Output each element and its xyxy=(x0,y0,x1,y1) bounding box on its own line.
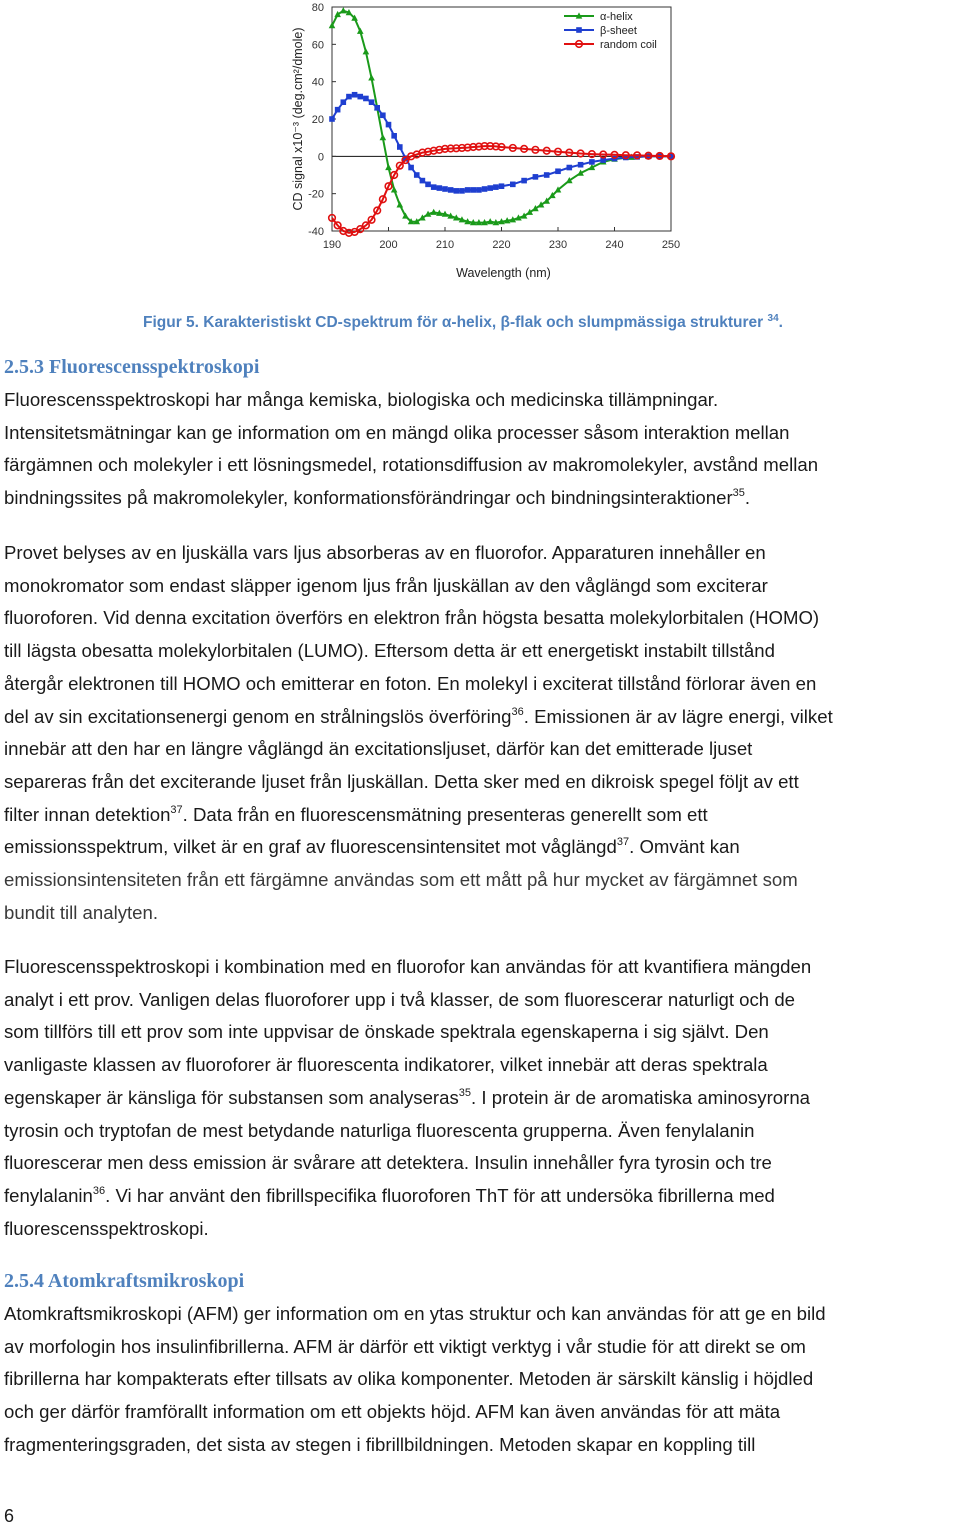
text-line: av morfologin hos insulinfibrillerna. AFM är därför ett viktigt verktyg i vår studie för att direkt se om xyxy=(4,1335,806,1357)
y-tick-label: 40 xyxy=(311,76,324,89)
text-line xyxy=(4,482,960,515)
y-tick-label: 80 xyxy=(311,2,324,14)
text-span: . Omvänt kan xyxy=(629,836,740,858)
text-line: Intensitetsmätningar kan ge information om en mängd olika processer såsom interaktion mellan xyxy=(4,421,790,443)
data-point xyxy=(340,7,347,13)
text-span: . xyxy=(744,487,751,509)
caption-end: . xyxy=(778,314,783,331)
text-span: egenskaper är känsliga för substansen som analyseras xyxy=(4,1086,459,1108)
data-point xyxy=(437,185,443,191)
data-point xyxy=(499,183,505,189)
legend-label: α-helix xyxy=(600,11,633,23)
data-point xyxy=(352,92,358,98)
data-point xyxy=(363,48,370,54)
text-line xyxy=(4,831,960,864)
data-point xyxy=(425,182,431,188)
data-point xyxy=(482,186,488,192)
x-tick-label: 210 xyxy=(435,239,455,251)
paragraph-fluorescence-method xyxy=(4,537,960,929)
data-point xyxy=(408,165,414,171)
text-span: del av sin excitationsenergi genom en strålningslös överföring xyxy=(4,705,512,727)
data-point xyxy=(487,185,493,191)
data-point xyxy=(442,186,448,192)
text-line: monokromator som endast släpper igenom ljus från ljuskällan av den våglängd som exciterar xyxy=(4,574,768,596)
x-tick-label: 190 xyxy=(322,239,342,251)
y-tick-label: -40 xyxy=(308,226,324,238)
legend-label: β-sheet xyxy=(600,25,637,37)
data-point xyxy=(386,122,392,128)
citation-ref: 37 xyxy=(170,803,183,816)
text-span: . Vi har använt den fibrillspecifika fluoroforen ThT för att undersöka fibrillerna med xyxy=(105,1184,775,1206)
text-span: filter innan detektion xyxy=(4,803,171,825)
y-tick-label: -20 xyxy=(308,188,324,201)
figure-caption xyxy=(143,313,783,332)
data-point xyxy=(459,188,465,194)
text-span: fenylalanin xyxy=(4,1184,93,1206)
citation-ref: 35 xyxy=(458,1086,472,1099)
y-tick-label: 20 xyxy=(311,114,324,126)
text-line: Fluorescensspektroskopi har många kemiska, biologiska och medicinska tillämpningar. xyxy=(4,389,719,410)
text-line: Atomkraftsmikroskopi (AFM) ger information om en ytas struktur och kan användas för att ge en bild xyxy=(4,1303,826,1324)
data-point xyxy=(329,116,335,122)
x-tick-label: 220 xyxy=(492,239,511,251)
section-heading-afm: 2.5.4 Atomkraftsmikroskopi xyxy=(4,1270,245,1292)
text-span: bindningssites på makromolekyler, konformationsförändringar och bindningsinteraktioner xyxy=(4,487,733,509)
text-line xyxy=(4,701,960,734)
text-line: fibrillerna har kompakterats efter tillsats av olika komponenter. Metoden är särskilt känslig i höjdled xyxy=(4,1368,814,1390)
x-tick-label: 250 xyxy=(661,239,681,251)
data-point xyxy=(567,165,573,171)
data-point xyxy=(533,174,539,180)
data-point xyxy=(391,133,397,139)
text-span: . Data från en fluorescensmätning presenteras generellt som ett xyxy=(182,803,708,825)
data-point xyxy=(420,178,426,184)
section-heading-fluorescence: 2.5.3 Fluorescensspektroskopi xyxy=(4,356,260,378)
text-line: analyt i ett prov. Vanligen delas fluoroforer upp i två klasser, de som fluorescerar naturligt och de xyxy=(4,988,795,1010)
text-line: fluorescensspektroskopi. xyxy=(4,1217,209,1239)
x-tick-label: 240 xyxy=(605,239,624,251)
chart-svg xyxy=(282,0,692,290)
data-point xyxy=(357,28,364,34)
data-point xyxy=(363,96,369,102)
data-point xyxy=(414,172,420,178)
citation-ref: 36 xyxy=(511,705,524,718)
data-point xyxy=(397,144,403,150)
data-point xyxy=(431,184,437,190)
data-point xyxy=(476,187,482,193)
data-point xyxy=(357,94,363,100)
y-axis-label: CD signal x10⁻³ (deg.cm²/dmole) xyxy=(291,27,305,211)
text-line: återgår elektronen till HOMO och emitterar en foton. En molekyl i exciterat tillstånd förlorar även en xyxy=(4,672,817,694)
text-line: färgämnen och molekyler i ett lösningsmedel, rotationsdiffusion av makromolekyler, avstånd mellan xyxy=(4,454,819,476)
data-point xyxy=(576,27,582,33)
paragraph-fluorescence-intro xyxy=(4,384,960,515)
text-line: och ger därför framförallt information om ett objekts höjd. AFM kan även användas för att mäta xyxy=(4,1401,781,1423)
data-point xyxy=(448,187,454,193)
text-line: bundit till analyten. xyxy=(4,901,159,923)
data-point xyxy=(510,182,516,188)
text-line xyxy=(4,799,960,832)
x-tick-label: 200 xyxy=(379,239,398,251)
data-point xyxy=(521,178,527,184)
x-axis-label: Wavelength (nm) xyxy=(456,266,551,280)
x-tick-label: 230 xyxy=(548,239,568,251)
data-point xyxy=(589,159,595,165)
caption-ref: 34 xyxy=(767,313,779,324)
data-point xyxy=(368,74,375,80)
text-line: fluorescerar men dess emission är svårare att detektera. Insulin innehåller fyra tyrosin och tre xyxy=(4,1152,772,1174)
text-line: som tillförs till ett prov som inte uppvisar de önskade spektrala egenskaperna i sig självt. Den xyxy=(4,1021,769,1043)
data-point xyxy=(454,188,460,194)
data-point xyxy=(385,164,392,170)
text-span: emissionsspektrum, vilket är en graf av fluorescensintensitet mot våglängd xyxy=(4,836,617,858)
data-point xyxy=(578,162,584,168)
text-line: fluoroforen. Vid denna excitation överförs en elektron från högsta besatta molekylorbitalen (HOMO) xyxy=(4,607,820,629)
data-point xyxy=(555,168,561,174)
text-line: separeras från det exciterande ljuset från ljuskällan. Detta sker med en dikroisk spegel följt av ett xyxy=(4,770,799,792)
y-tick-label: 0 xyxy=(317,151,324,164)
text-line: Fluorescensspektroskopi i kombination med en fluorofor kan användas för att kvantifiera mängden xyxy=(4,956,812,977)
page-number: 6 xyxy=(4,1506,15,1526)
text-span: . I protein är de aromatiska aminosyrorna xyxy=(471,1086,811,1108)
data-point xyxy=(346,94,352,100)
legend-label: random coil xyxy=(600,39,657,51)
text-line xyxy=(4,1180,960,1213)
data-point xyxy=(380,112,386,118)
citation-ref: 36 xyxy=(92,1184,106,1197)
data-point xyxy=(470,187,476,193)
data-point xyxy=(341,99,347,105)
data-point xyxy=(493,184,499,190)
text-line: innebär att den har en längre våglängd än excitationsljuset, därför kan det emitterade ljuset xyxy=(4,738,753,760)
text-line: till lägsta obesatta molekylorbitalen (LUMO). Eftersom detta är ett energetiskt instabilt tillstånd xyxy=(4,640,775,662)
text-line: vanligaste klassen av fluoroforer är fluorescenta indikatorer, vilket innebär att deras spektrala xyxy=(4,1054,768,1076)
cd-spectrum-chart xyxy=(282,0,692,290)
text-span: . Emissionen är av lägre energi, vilket xyxy=(523,705,833,727)
paragraph-fluorophores xyxy=(4,951,960,1245)
text-line: emissionsintensiteten från ett färgämne användas som ett mått på hur mycket av färgämnet som xyxy=(4,869,798,891)
data-point xyxy=(369,99,375,105)
data-point xyxy=(335,107,341,113)
y-tick-label: 60 xyxy=(311,39,324,52)
data-point xyxy=(397,201,404,207)
paragraph-afm xyxy=(4,1298,960,1462)
data-point xyxy=(374,105,380,111)
citation-ref: 37 xyxy=(616,836,630,849)
data-point xyxy=(544,172,550,178)
text-line: Provet belyses av en ljuskälla vars ljus absorberas av en fluorofor. Apparaturen innehåller en xyxy=(4,542,766,563)
text-line: fragmenteringsgraden, det sista av stegen i fibrillbildningen. Metoden skapar en koppling till xyxy=(4,1433,756,1455)
text-line: tyrosin och tryptofan de mest betydande naturliga fluorescenta grupperna. Även fenylalanin xyxy=(4,1119,755,1141)
data-point xyxy=(465,187,471,193)
text-line xyxy=(4,1082,960,1115)
caption-text: Figur 5. Karakteristiskt CD-spektrum för α-helix, β-flak och slumpmässiga strukturer xyxy=(143,314,768,331)
citation-ref: 35 xyxy=(732,487,745,500)
data-point xyxy=(380,134,387,140)
